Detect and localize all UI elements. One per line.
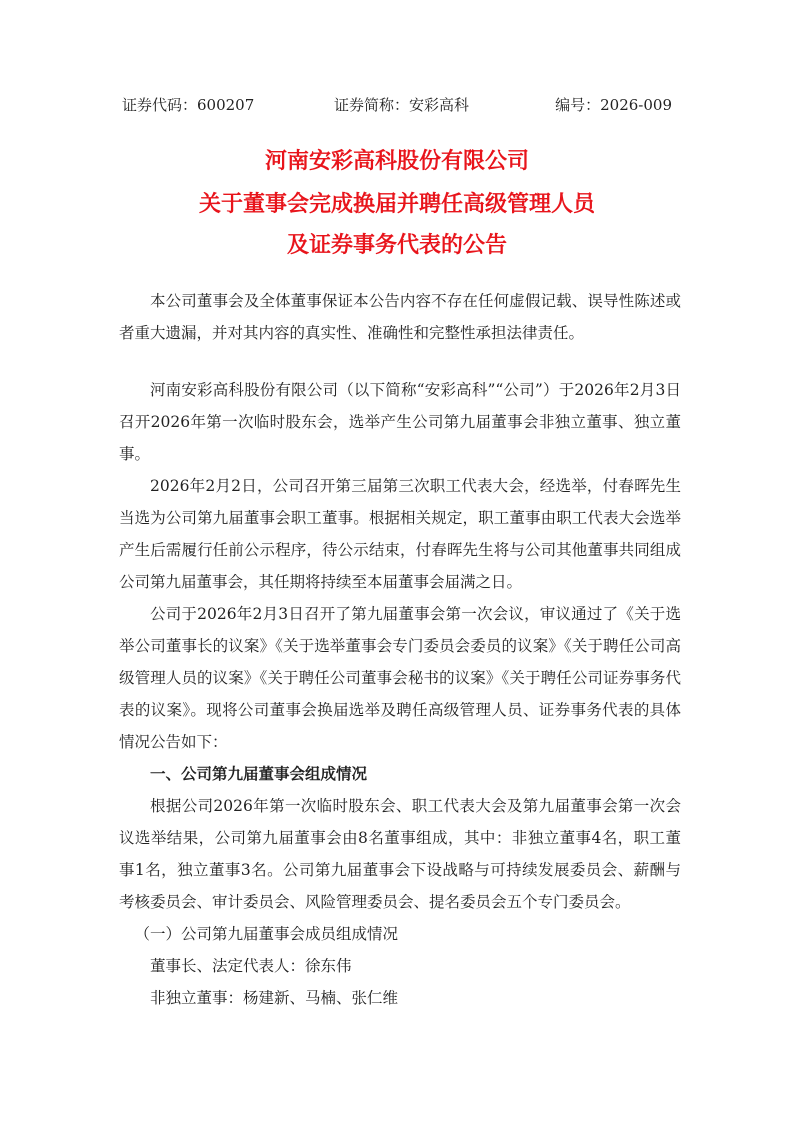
non-independent-directors-line: 非独立董事：杨建新、马楠、张仁维 (150, 989, 399, 1007)
section-heading: 一、公司第九届董事会组成情况 (150, 765, 368, 783)
stock-short-name: 证券简称：安彩高科 (334, 96, 470, 114)
announcement-number: 编号：2026-009 (555, 96, 672, 114)
stock-code: 证券代码：600207 (122, 96, 255, 114)
document-header (122, 94, 672, 118)
title-line-1: 河南安彩高科股份有限公司 (264, 149, 529, 174)
title-line-2: 关于董事会完成换届并聘任高级管理人员 (198, 192, 595, 217)
sub-heading: （一）公司第九届董事会成员组成情况 (134, 925, 399, 943)
document-body (119, 285, 681, 1014)
paragraph: 河南安彩高科股份有限公司（以下简称“安彩高科”“公司”）于2026年2月3日召开2026年第一次临时股东会，选举产生公司第九届董事会非独立董事、独立董事。 (119, 381, 681, 463)
statement: 本公司董事会及全体董事保证本公告内容不存在任何虚假记载、误导性陈述或者重大遗漏，并对其内容的真实性、准确性和完整性承担法律责任。 (119, 292, 681, 342)
paragraph: 根据公司2026年第一次临时股东会、职工代表大会及第九届董事会第一次会议选举结果，公司第九届董事会由8名董事组成，其中：非独立董事4名，职工董事1名，独立董事3名。公司第九届董事会下设战略与可持续发展委员会、薪酬与考核委员会、审计委员会、风险管理委员会、提名委员会五个专门委员会。 (119, 797, 681, 911)
paragraph: 2026年2月2日，公司召开第三届第三次职工代表大会，经选举，付春晖先生当选为公司第九届董事会职工董事。根据相关规定，职工董事由职工代表大会选举产生后需履行任前公示程序，待公示结束，付春晖先生将与公司其他董事共同组成公司第九届董事会，其任期将持续至本届董事会届满之日。 (119, 477, 681, 591)
chairman-line: 董事长、法定代表人：徐东伟 (150, 957, 352, 975)
paragraph: 公司于2026年2月3日召开了第九届董事会第一次会议，审议通过了《关于选举公司董事长的议案》《关于选举董事会专门委员会委员的议案》《关于聘任公司高级管理人员的议案》《关于聘任公司董事会秘书的议案》《关于聘任公司证券事务代表的议案》。现将公司董事会换届选举及聘任高级管理人员、证券事务代表的具体情况公告如下： (119, 605, 681, 751)
title-line-3: 及证券事务代表的公告 (286, 233, 507, 258)
